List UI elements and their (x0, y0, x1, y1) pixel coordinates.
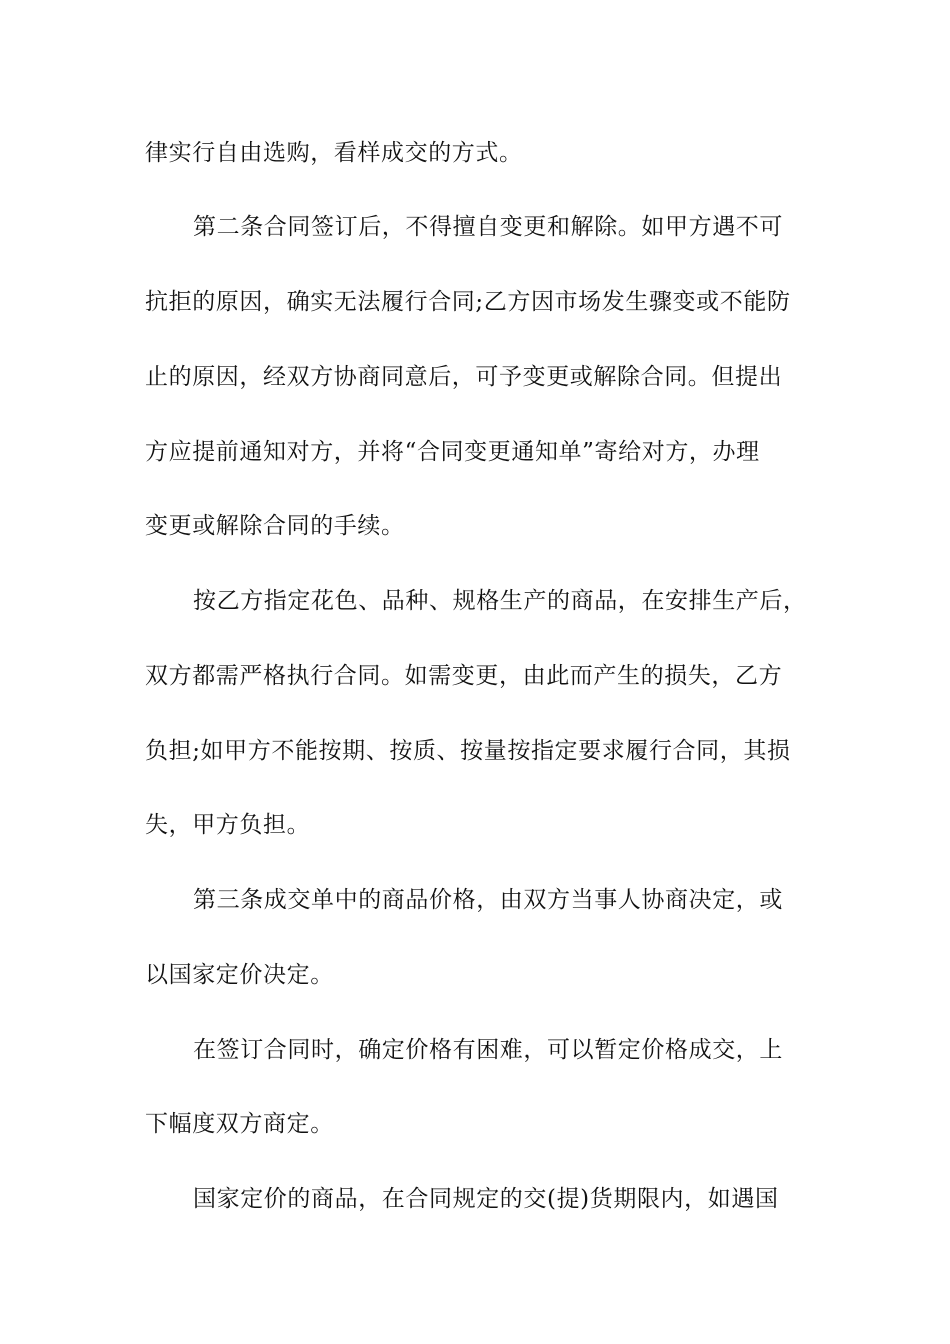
text-line-1: 律实行自由选购，看样成交的方式。 (145, 140, 523, 166)
text-line-13: 在签订合同时，确定价格有困难，可以暂定价格成交，上 (193, 1037, 783, 1063)
text-line-4: 止的原因，经双方协商同意后，可予变更或解除合同。但提出 (145, 364, 783, 390)
text-line-7: 按乙方指定花色、品种、规格生产的商品，在安排生产后， (193, 588, 807, 614)
text-line-6: 变更或解除合同的手续。 (145, 513, 405, 539)
text-line-14: 下幅度双方商定。 (145, 1111, 334, 1137)
text-line-3: 抗拒的原因，确实无法履行合同;乙方因市场发生骤变或不能防 (145, 289, 791, 315)
text-line-2: 第二条合同签订后，不得擅自变更和解除。如甲方遇不可 (193, 214, 783, 240)
text-line-15: 国家定价的商品，在合同规定的交(提)货期限内，如遇国 (193, 1186, 779, 1212)
text-line-12: 以国家定价决定。 (145, 962, 334, 988)
text-line-8: 双方都需严格执行合同。如需变更，由此而产生的损失，乙方 (145, 663, 783, 689)
text-line-10: 失，甲方负担。 (145, 812, 311, 838)
text-line-5: 方应提前通知对方，并将“合同变更通知单”寄给对方，办理 (145, 439, 760, 465)
text-line-11: 第三条成交单中的商品价格，由双方当事人协商决定，或 (193, 887, 783, 913)
text-line-9: 负担;如甲方不能按期、按质、按量按指定要求履行合同，其损 (145, 738, 791, 764)
